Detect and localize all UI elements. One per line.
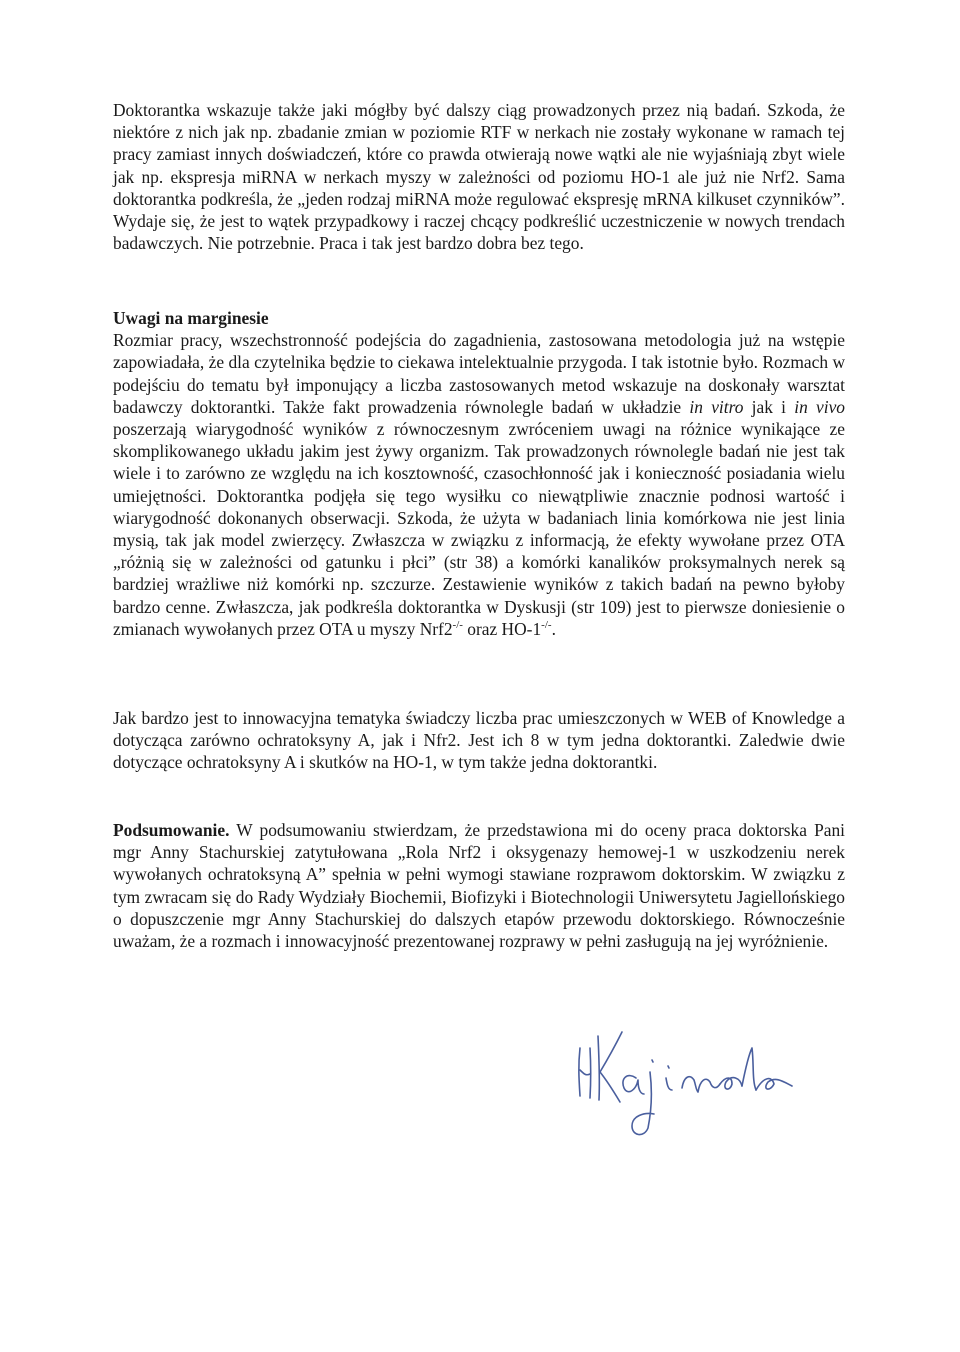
- italic-term: in vivo: [794, 396, 845, 417]
- paragraph-text: Jak bardzo jest to innowacyjna tematyka świadczy liczba prac umieszczonych w WEB of Knowledge a dotycząca zarówno ochratoksyny A, jak i Nfr2. Jest ich 8 w tym jedna doktorantki. Zaledwie dwie dotyczące ochratoksyny A i skutków na HO-1, w tym także jedna doktorantki.: [113, 708, 845, 773]
- text-run: .: [551, 618, 556, 639]
- paragraph-innovation: [113, 707, 845, 774]
- section-heading: Uwagi na marginesie: [113, 308, 269, 328]
- text-run: oraz HO-1: [462, 618, 542, 639]
- text-run: jak i: [743, 396, 795, 417]
- paragraph-summary: [113, 819, 845, 952]
- section-margin-notes: [113, 307, 845, 640]
- paragraph-future-research: [113, 99, 845, 254]
- text-run: poszerzają wiarygodność wyników z równoczesnym zwróceniem uwagi na różnice wynikające ze skomplikowanego układu jakim jest żywy organizm. Tak prowadzonych równolegle badań nie jest tak wiele i to zarówno ze względu na ich kosztowność, czasochłonność jak i konieczność posiadania wielu umiejętności. Doktorantka podjęła się tego wysiłku co niewątpliwie znacznie podnosi wartość i wiarygodność dokonanych obserwacji. Szkoda, że użyta w badaniach linia komórkowa nie jest linia mysią, tak jak model zwierzęcy. Zwłaszcza w związku z informacją, że efekty wywołane przez OTA „różnią się w zależności od gatunku i płci” (str 38) a komórki kanalików proksymalnych nerek są bardziej wrażliwe niż komórki np. szczurze. Zestawienie wyników z takich badań na pewno byłoby bardzo cenne. Zwłaszcza, jak podkreśla doktorantka w Dyskusji (str 109) jest to pierwsze doniesienie o zmianach wywołanych przez OTA u myszy Nrf2: [113, 419, 845, 639]
- paragraph-text: Doktorantka wskazuje także jaki mógłby być dalszy ciąg prowadzonych przez nią badań. Szkoda, że niektóre z nich jak np. zbadanie zmian w poziomie RTF w nerkach nie zostały wykonane w ramach tej pracy zamiast innych doświadczeń, które co prawda otwierają nowe wątki ale nie wyjaśniają zbyt wiele jak np. ekspresja miRNA w nerkach myszy w zależności od poziomu HO-1 ale już nie Nrf2. Sama doktorantka podkreśla, że „jeden rodzaj miRNA może regulować ekspresję mRNA kilkuset czynników”. Wydaje się, że jest to wątek przypadkowy i raczej chcący podkreślić uczestniczenie w nowych trendach badawczych. Nie potrzebnie. Praca i tak jest bardzo dobra bez tego.: [113, 100, 845, 254]
- italic-term: in vitro: [689, 396, 744, 417]
- text-run: Rozmiar pracy, wszechstronność podejścia do zagadnienia, zastosowana metodologia już na wstępie zapowiadała, że dla czytelnika będzie to ciekawa intelektualnie przygoda. I tak istotnie było. Rozmach w podejściu do tematu był imponujący a liczba zastosowanych metod wskazuje na doskonały warsztat badawczy doktorantki. Także fakt prowadzenia równolegle badań w układzie: [113, 330, 845, 417]
- handwritten-signature: [570, 1018, 830, 1138]
- section-summary: [113, 819, 845, 952]
- superscript: -/-: [452, 619, 463, 632]
- paragraph-margin-notes: [113, 329, 845, 640]
- section-heading: Podsumowanie.: [113, 820, 230, 840]
- superscript: -/-: [541, 619, 552, 632]
- text-run: W podsumowaniu stwierdzam, że przedstawiona mi do oceny praca doktorska Pani mgr Anny Stachurskiej zatytułowana „Rola Nrf2 i oksygenazy hemowej-1 w uszkodzeniu nerek wywołanych ochratoksyną A” spełnia w pełni wymogi stawiane rozprawom doktorskim. W związku z tym zwracam się do Rady Wydziały Biochemii, Biofizyki i Biotechnologii Uniwersytetu Jagiellońskiego o dopuszczenie mgr Anny Stachurskiej do dalszych etapów przewodu doktorskiego. Równocześnie uważam, że a rozmach i innowacyjność prezentowanej rozprawy w pełni zasługują na jej wyróżnienie.: [113, 820, 845, 952]
